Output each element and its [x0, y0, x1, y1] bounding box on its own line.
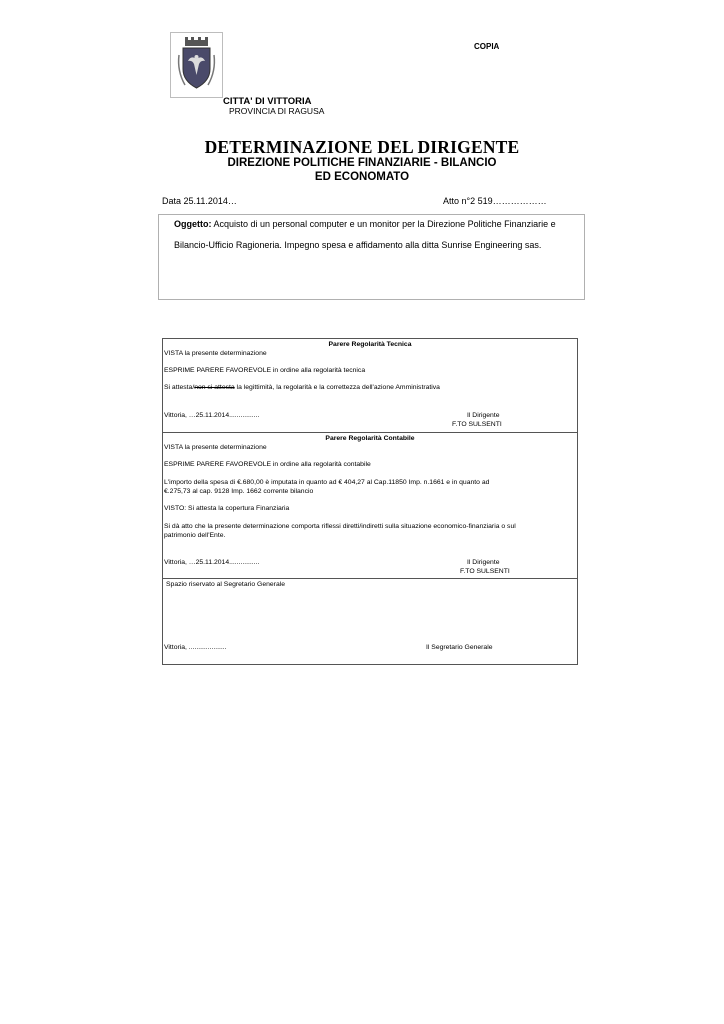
copy-label: COPIA — [474, 42, 500, 51]
accounting-opinion-heading: Parere Regolarità Contabile — [325, 435, 415, 442]
department-subtitle: ED ECONOMATO — [314, 171, 410, 183]
province-name: PROVINCIA DI RAGUSA — [229, 106, 325, 116]
subject-line-2: Bilancio-Ufficio Ragioneria. Impegno spesa e affidamento alla ditta Sunrise Engineering sas. — [174, 240, 542, 250]
subject-text-1: Acquisto di un personal computer e un monitor per la Direzione Politiche Finanziarie e — [211, 219, 556, 229]
secretary-place-date: Vittoria, .................... — [164, 644, 227, 651]
accounting-visto: VISTO: Si attesta la copertura Finanziaria — [164, 505, 290, 512]
document-title: DETERMINAZIONE DEL DIRIGENTE — [204, 137, 520, 157]
crest-emblem-icon — [171, 33, 222, 97]
technical-place-date: Vittoria, …25.11.2014................ — [164, 412, 260, 419]
accounting-vista: VISTA la presente determinazione — [164, 444, 267, 451]
attesta-suffix: la legittimità, la regolarità e la correttezza dell'azione Amministrativa — [234, 384, 440, 391]
accounting-signer-name: F.TO SULSENTI — [460, 568, 510, 575]
accounting-riflessi-1: Si dà atto che la presente determinazione comporta riflessi diretti/indiretti sulla situazione economico-finanziaria o sul — [164, 523, 516, 530]
secretary-signer-title: Il Segretario Generale — [426, 644, 493, 651]
accounting-place-date: Vittoria, …25.11.2014................ — [164, 559, 260, 566]
accounting-importo-1: L'importo della spesa di €.680,00 è imputata in quanto ad € 404,27 al Cap.11850 Imp. n.1661 e in quanto ad — [164, 479, 490, 486]
accounting-importo-2: €.275,73 al cap. 9128 Imp. 1662 corrente bilancio — [164, 488, 314, 495]
department-title: DIREZIONE POLITICHE FINANZIARIE - BILANCIO — [227, 157, 497, 169]
city-crest-logo — [170, 32, 223, 98]
technical-signer-name: F.TO SULSENTI — [452, 421, 502, 428]
attesta-prefix: Si attesta/ — [164, 384, 195, 391]
section-divider-1 — [162, 432, 578, 433]
subject-line-1 — [174, 219, 556, 229]
technical-esprime: ESPRIME PARERE FAVOREVOLE in ordine alla regolarità tecnica — [164, 367, 366, 374]
city-name: CITTA' DI VITTORIA — [223, 96, 312, 107]
technical-vista: VISTA la presente determinazione — [164, 350, 267, 357]
accounting-signer-title: Il Dirigente — [467, 559, 500, 566]
secretary-heading: Spazio riservato al Segretario Generale — [166, 581, 286, 588]
subject-label: Oggetto: — [174, 219, 212, 229]
section-divider-2 — [162, 578, 578, 579]
technical-signer-title: Il Dirigente — [467, 412, 500, 419]
document-date: Data 25.11.2014… — [162, 196, 237, 206]
technical-opinion-heading: Parere Regolarità Tecnica — [328, 341, 412, 348]
accounting-riflessi-2: patrimonio dell'Ente. — [164, 532, 226, 539]
act-number: Atto n°2 519……………… — [443, 196, 547, 206]
technical-attesta — [164, 384, 440, 391]
attesta-struck: non si attesta — [194, 384, 235, 391]
accounting-esprime: ESPRIME PARERE FAVOREVOLE in ordine alla regolarità contabile — [164, 461, 371, 468]
